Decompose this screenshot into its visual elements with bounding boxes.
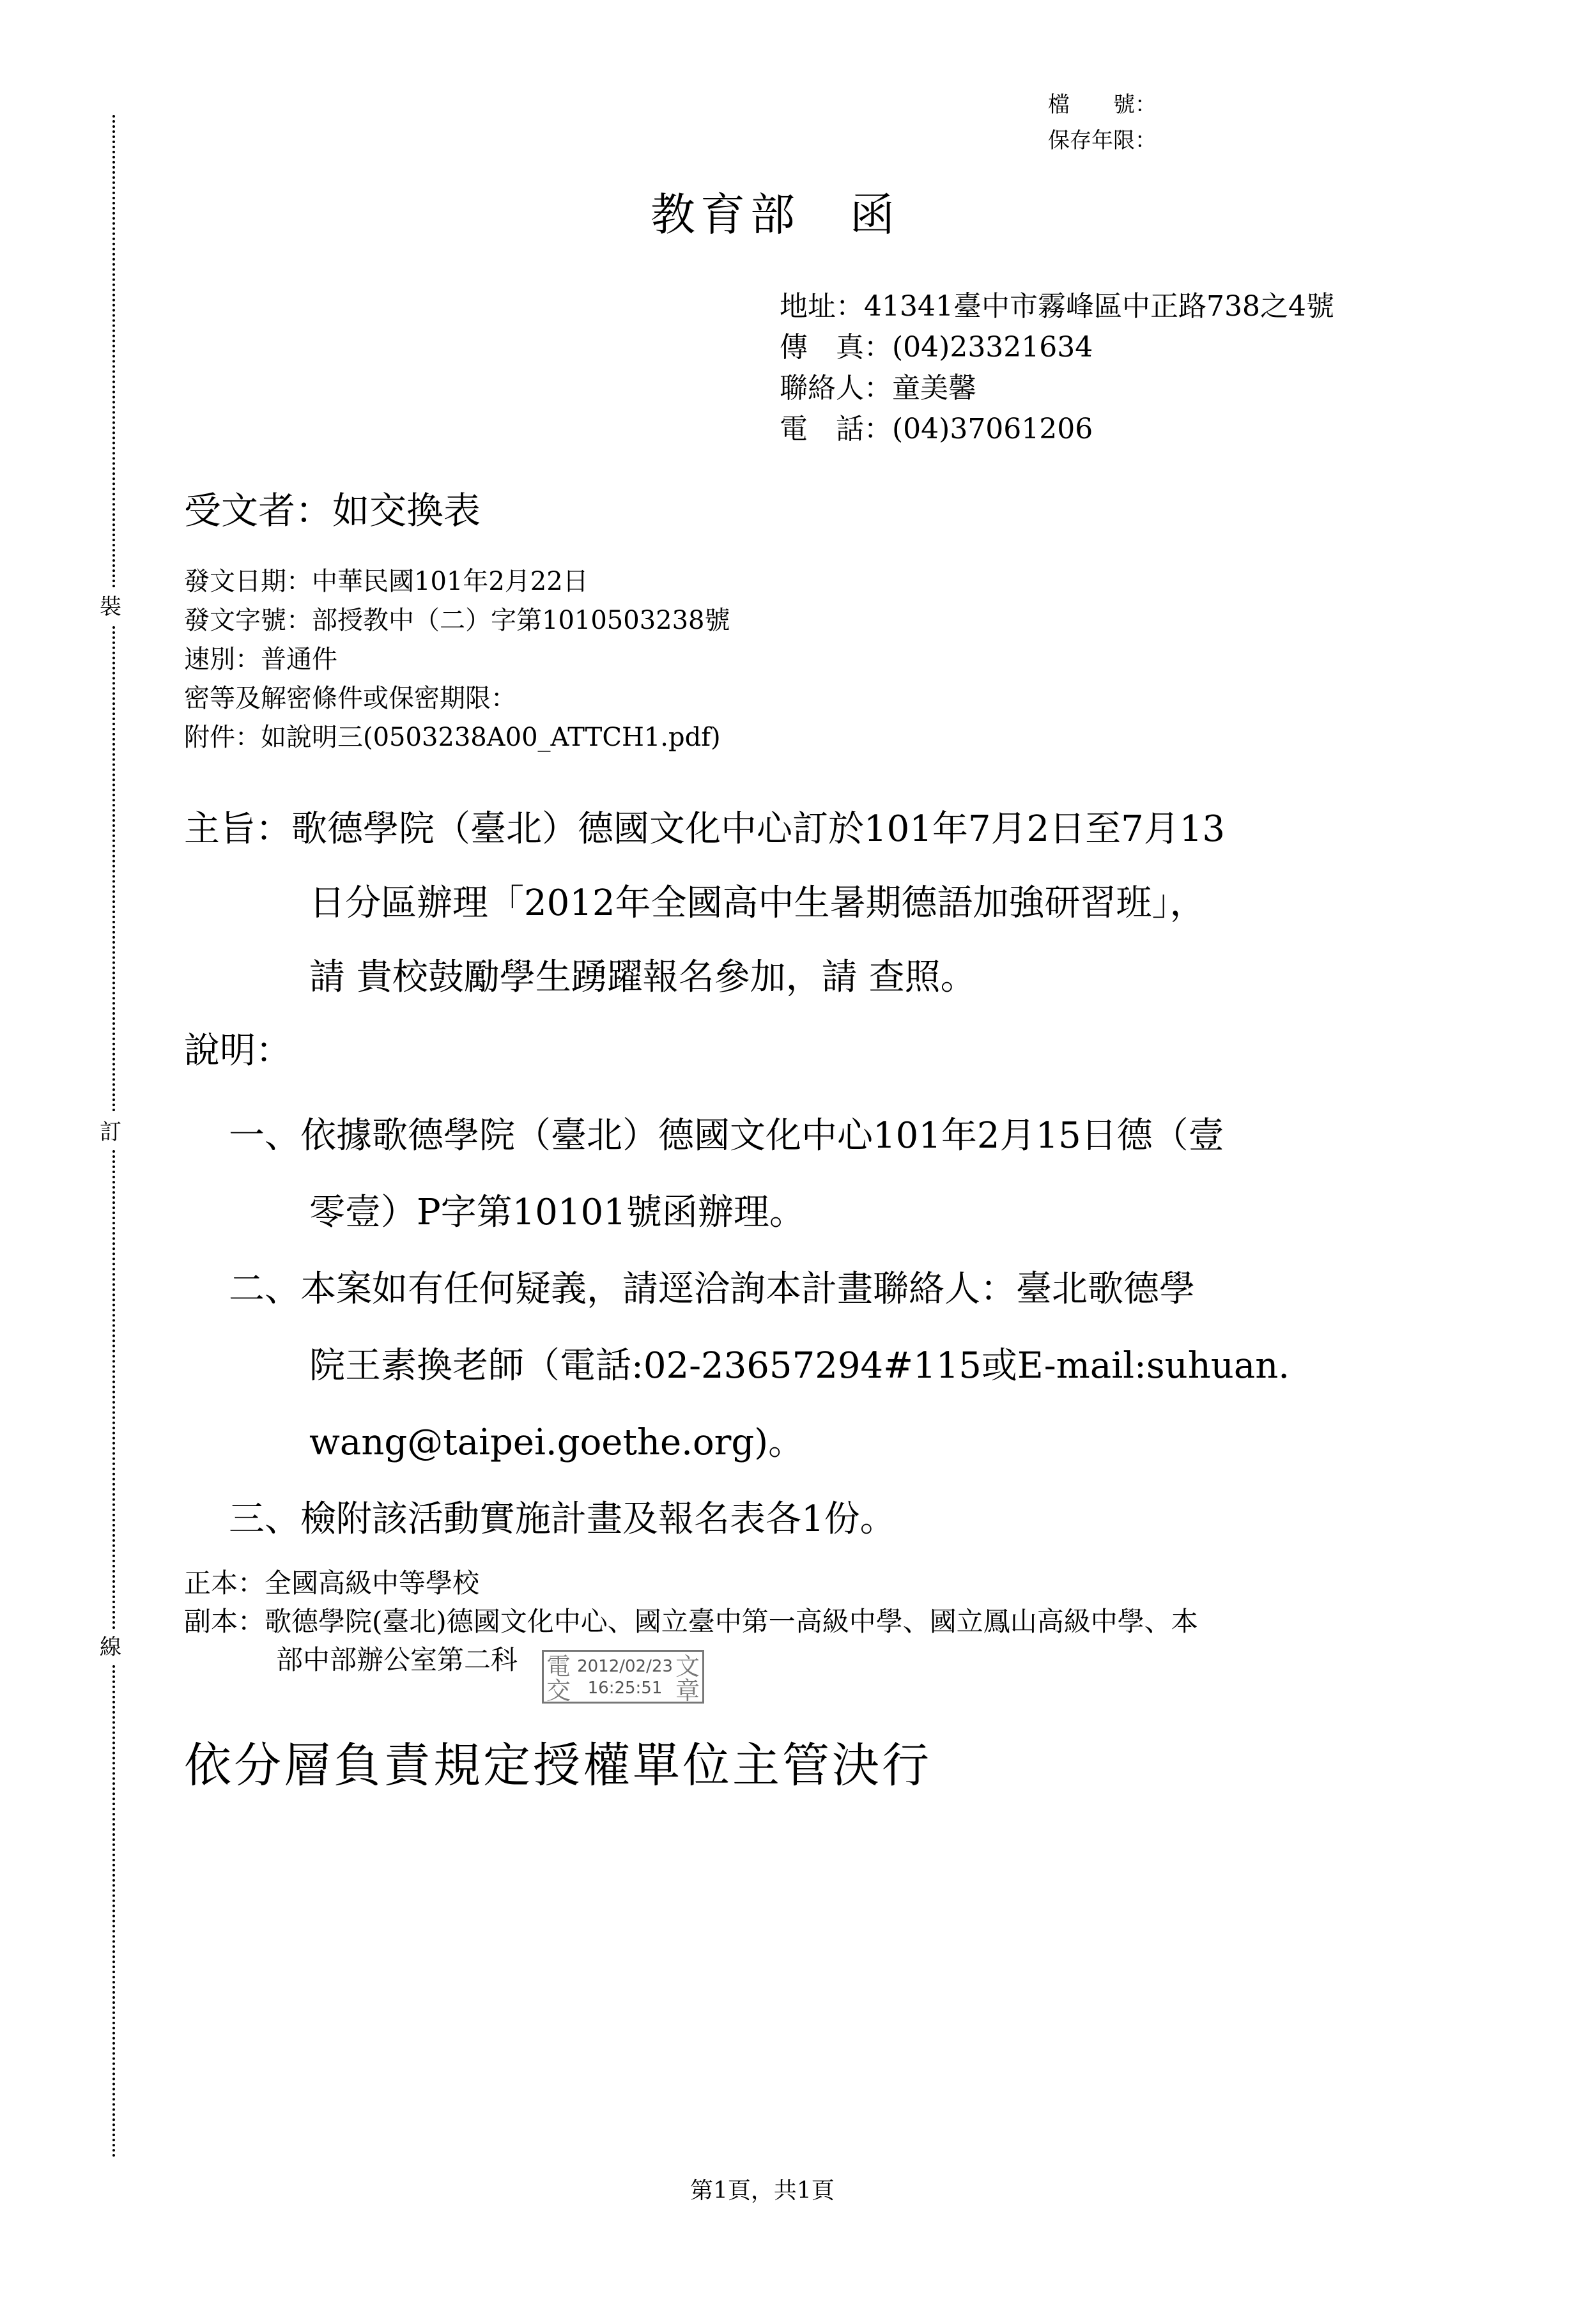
explanation-items <box>229 1098 1290 1558</box>
archive-info <box>1048 87 1157 158</box>
sender-contact: 聯絡人：童美馨 <box>780 372 976 404</box>
subject <box>184 792 1225 1015</box>
closing-statement: 依分層負責規定授權單位主管決行 <box>184 1738 932 1793</box>
document-title: 教育部 函 <box>651 189 900 241</box>
item-1-line-2: 零壹）P字第10101號函辦理。 <box>309 1192 805 1233</box>
binding-line-middle-1 <box>112 626 115 1112</box>
explanation-label: 說明： <box>184 1030 291 1072</box>
file-number: 檔 號： <box>1048 92 1157 118</box>
copy-recipients-line-1: 副本：歌德學院(臺北)德國文化中心、國立臺中第一高級中學、國立鳳山高級中學、本 <box>184 1606 1198 1637</box>
item-2-line-2: 院王素換老師（電話:02-23657294#115或E-mail:suhuan. <box>309 1345 1290 1387</box>
binding-char-1: 裝 <box>100 594 121 620</box>
stamp-seal-char-3: 文 <box>675 1652 700 1681</box>
secrecy-level: 密等及解密條件或保密期限： <box>184 684 516 713</box>
binding-char-2: 訂 <box>100 1120 121 1145</box>
binding-line-top <box>112 115 115 588</box>
electronic-exchange-stamp <box>542 1650 704 1704</box>
document-meta <box>184 562 730 757</box>
binding-line-middle-2 <box>112 1150 115 1629</box>
stamp-seal-char-4: 章 <box>675 1677 700 1705</box>
recipient: 受文者：如交換表 <box>184 489 481 532</box>
document-number: 發文字號：部授教中（二）字第1010503238號 <box>184 606 730 635</box>
attachment: 附件：如說明三(0503238A00_ATTCH1.pdf) <box>184 723 721 752</box>
subject-line-2: 日分區辦理「2012年全國高中生暑期德語加強研習班」， <box>309 882 1206 924</box>
item-2-line-3: wang@taipei.goethe.org)。 <box>309 1422 805 1463</box>
delivery-speed: 速別：普通件 <box>184 645 337 674</box>
sender-fax: 傳 真：(04)23321634 <box>780 331 1093 364</box>
stamp-seal-char-2: 交 <box>546 1677 571 1705</box>
retention-period: 保存年限： <box>1048 128 1157 153</box>
sender-info <box>780 286 1334 450</box>
binding-char-3: 線 <box>100 1635 121 1660</box>
stamp-time: 16:25:51 <box>587 1679 663 1698</box>
stamp-date: 2012/02/23 <box>577 1657 673 1676</box>
subject-line-1: 主旨：歌德學院（臺北）德國文化中心訂於101年7月2日至7月13 <box>184 808 1226 850</box>
original-recipients: 正本：全國高級中等學校 <box>184 1567 480 1599</box>
binding-line-bottom <box>112 1665 115 2157</box>
item-3: 三、檢附該活動實施計畫及報名表各1份。 <box>229 1498 896 1540</box>
copy-recipients-line-2: 部中部辦公室第二科 <box>276 1644 518 1675</box>
subject-line-3: 請 貴校鼓勵學生踴躍報名參加，請 查照。 <box>309 957 976 998</box>
item-2-line-1: 二、本案如有任何疑義，請逕洽詢本計畫聯絡人：臺北歌德學 <box>229 1268 1195 1310</box>
stamp-seal-char-1: 電 <box>546 1652 571 1681</box>
sender-address: 地址：41341臺中市霧峰區中正路738之4號 <box>780 290 1334 323</box>
page-number: 第1頁，共1頁 <box>690 2178 835 2204</box>
issue-date: 發文日期：中華民國101年2月22日 <box>184 567 589 596</box>
item-1-line-1: 一、依據歌德學院（臺北）德國文化中心101年2月15日德（壹 <box>229 1115 1224 1157</box>
sender-phone: 電 話：(04)37061206 <box>780 413 1093 445</box>
